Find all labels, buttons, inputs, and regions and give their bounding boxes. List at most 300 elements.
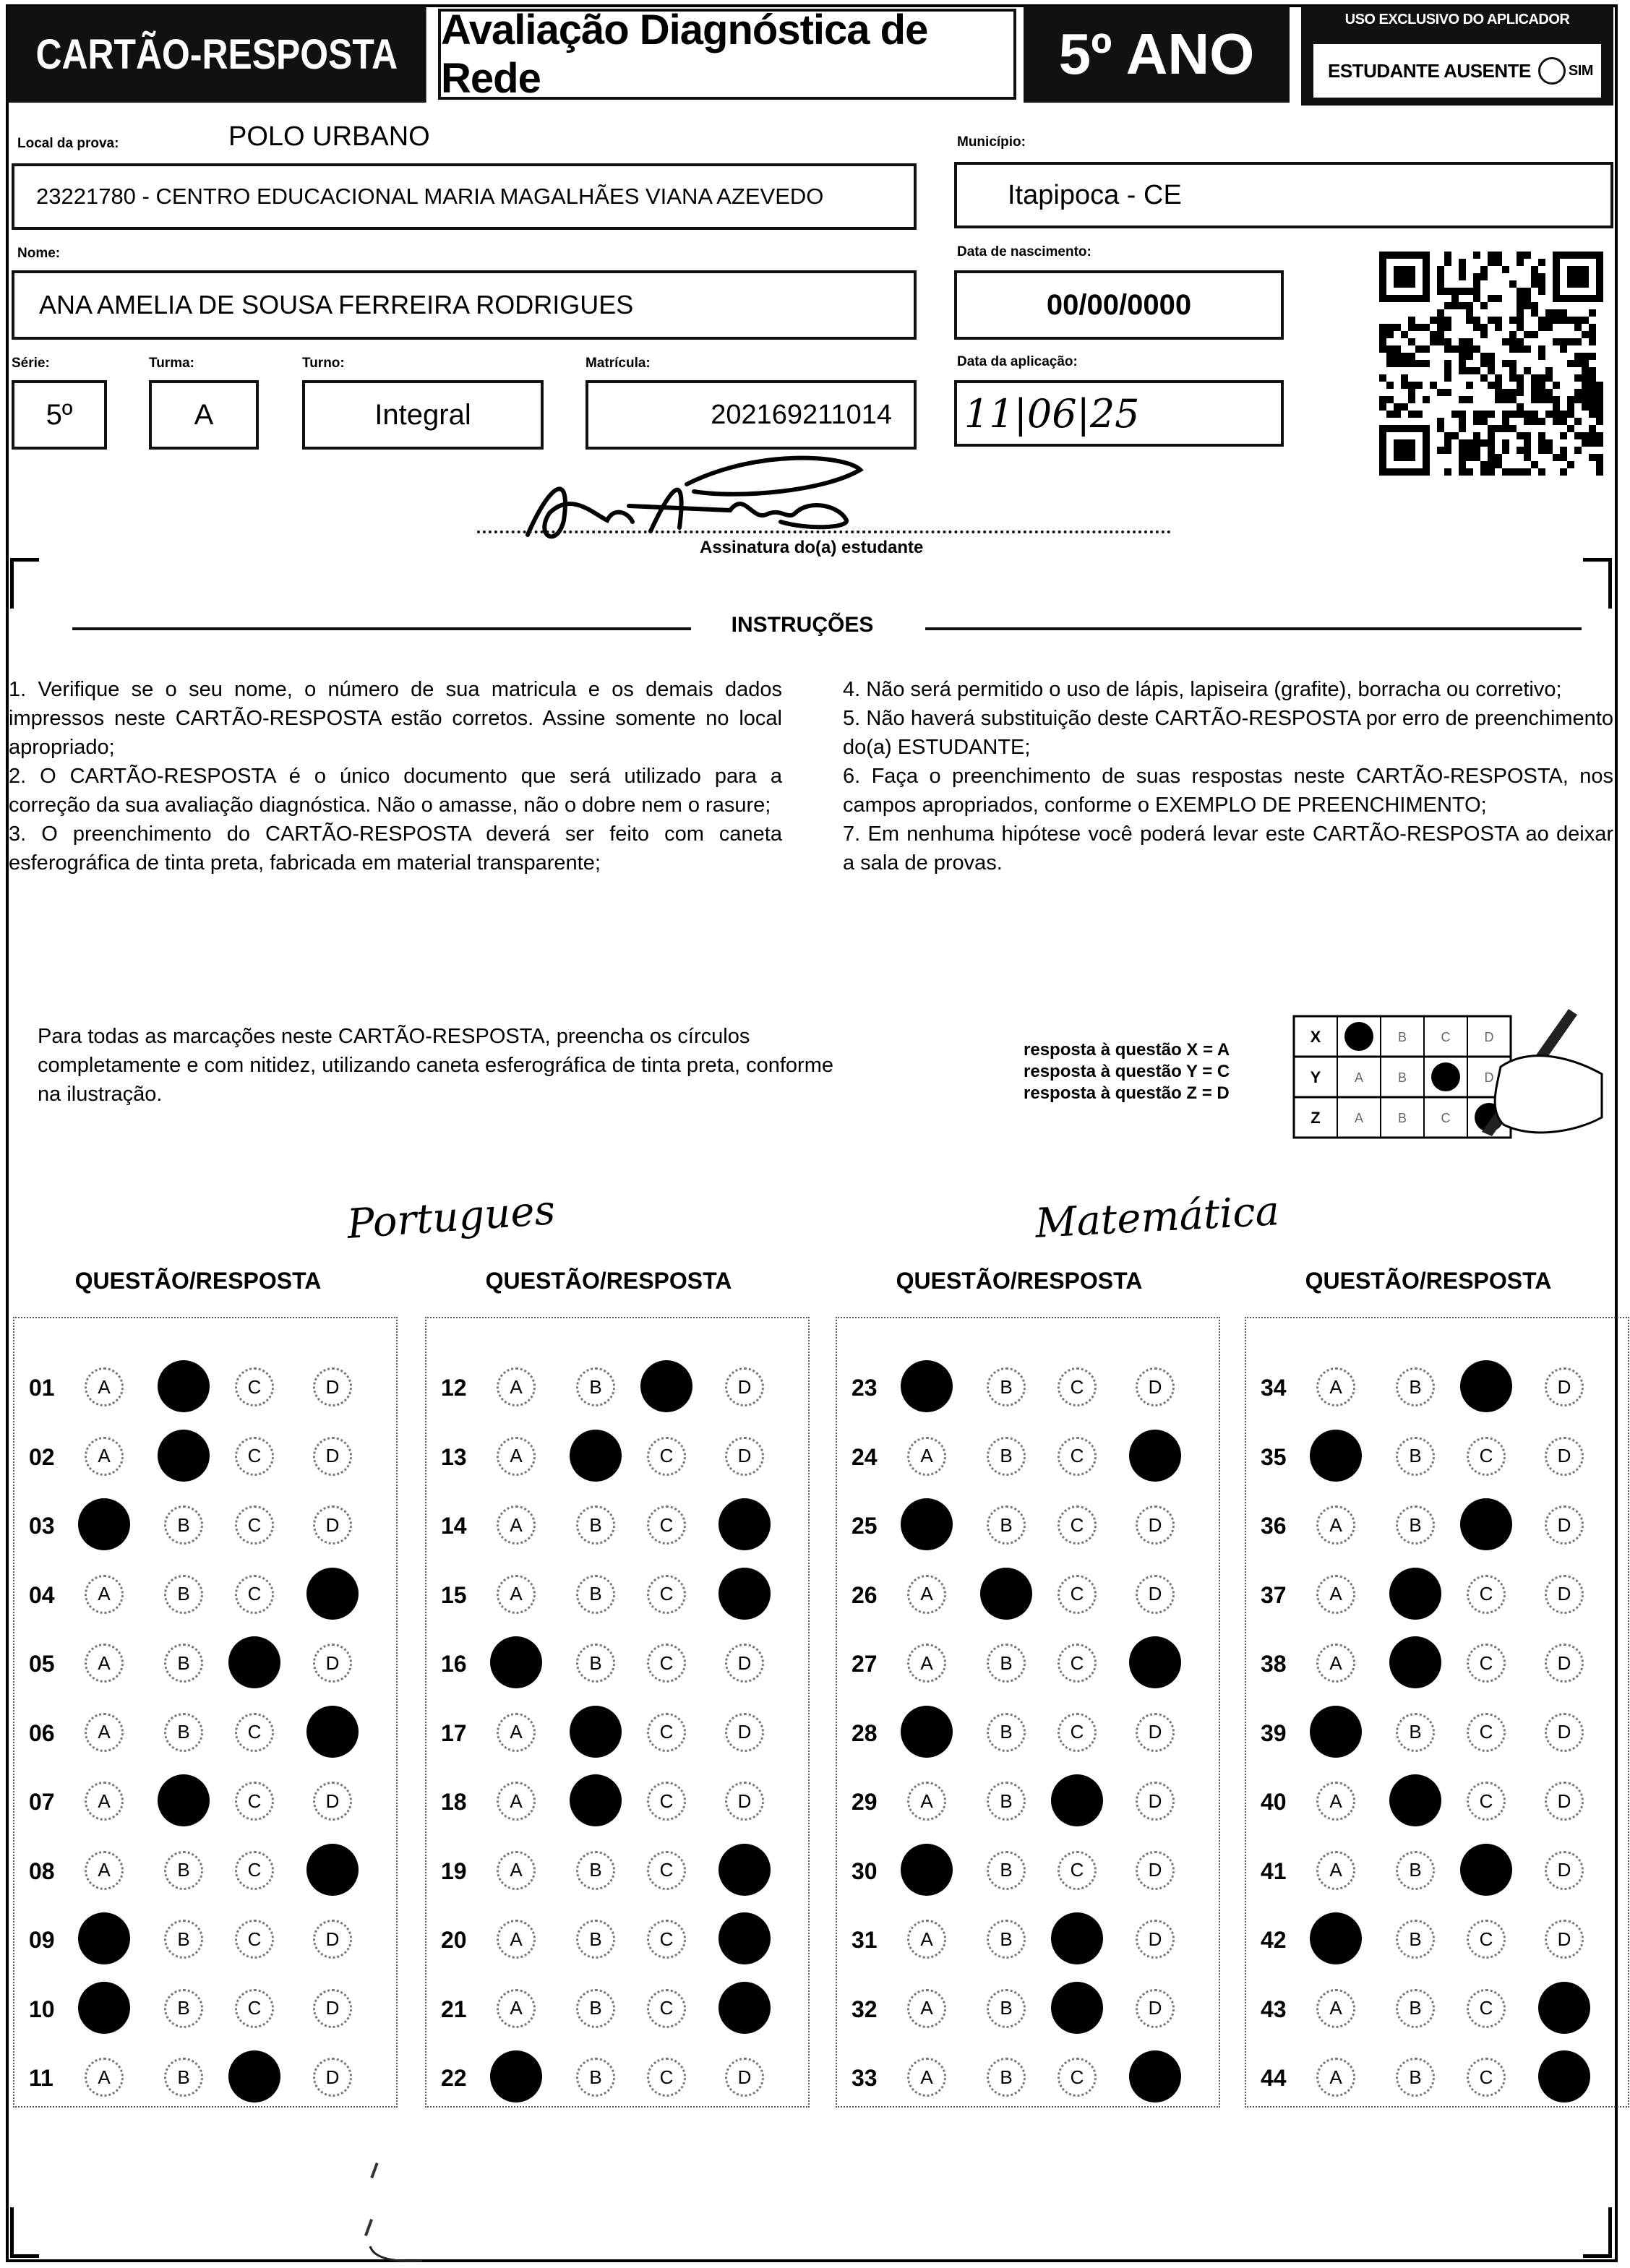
answer-bubble[interactable]: B: [987, 1505, 1026, 1545]
signature-line: [477, 531, 1171, 533]
question-number: 21: [441, 1996, 467, 2022]
answer-bubble[interactable]: B: [1396, 1989, 1435, 2028]
question-row: [1246, 1976, 1630, 2044]
answer-bubble[interactable]: A: [907, 1920, 946, 1959]
answer-bubble[interactable]: C: [1058, 1713, 1097, 1752]
answer-bubble-filled[interactable]: [158, 1774, 210, 1826]
answer-bubble[interactable]: A: [497, 1575, 536, 1614]
answer-bubble[interactable]: B: [164, 1505, 203, 1545]
answer-bubble[interactable]: C: [235, 1505, 274, 1545]
answer-bubble-filled[interactable]: [719, 1844, 771, 1896]
turma-label: Turma:: [149, 356, 194, 371]
question-number: 32: [852, 1996, 878, 2022]
answer-bubble[interactable]: D: [313, 1367, 352, 1406]
answer-bubble[interactable]: B: [1396, 1437, 1435, 1476]
answer-bubble[interactable]: A: [497, 1505, 536, 1545]
answer-bubble-filled[interactable]: [570, 1774, 622, 1826]
answer-bubble[interactable]: A: [1316, 1782, 1355, 1821]
question-row: [426, 1976, 811, 2044]
section-title-2: QUESTÃO/RESPOSTA: [485, 1268, 732, 1294]
answer-bubble-filled[interactable]: [1310, 1430, 1362, 1482]
question-row: [426, 1838, 811, 1906]
answer-bubble[interactable]: A: [85, 1437, 124, 1476]
answer-bubble[interactable]: C: [647, 1505, 686, 1545]
answer-bubble[interactable]: C: [235, 1367, 274, 1406]
answer-bubble[interactable]: B: [1396, 1505, 1435, 1545]
nome-label: Nome:: [17, 246, 61, 261]
answer-bubble[interactable]: B: [987, 1851, 1026, 1890]
answer-bubble-filled[interactable]: [1051, 1774, 1103, 1826]
question-row: [837, 1907, 1222, 1975]
question-row: [1246, 1907, 1630, 1975]
answer-bubble[interactable]: C: [1058, 1367, 1097, 1406]
answer-bubble[interactable]: C: [235, 1782, 274, 1821]
answer-bubble[interactable]: A: [85, 1367, 124, 1406]
answer-bubble[interactable]: C: [1058, 1437, 1097, 1476]
serie-field: [12, 380, 107, 450]
question-number: 18: [441, 1789, 467, 1815]
answer-column: [425, 1317, 810, 2108]
question-number: 37: [1261, 1581, 1287, 1608]
answer-bubble-filled[interactable]: [306, 1568, 359, 1620]
corner-bracket-top-right: [1583, 558, 1612, 609]
fill-example: [1287, 995, 1605, 1154]
question-number: 27: [852, 1651, 878, 1677]
answer-bubble-filled[interactable]: [158, 1360, 210, 1412]
answer-bubble[interactable]: D: [725, 1713, 764, 1752]
answer-bubble[interactable]: C: [1467, 1782, 1506, 1821]
local-value: POLO URBANO: [228, 121, 430, 152]
handwritten-portugues: Portugues: [346, 1187, 557, 1248]
answer-bubble-filled[interactable]: [228, 2050, 280, 2102]
answer-bubble[interactable]: A: [907, 1575, 946, 1614]
school-field: [12, 163, 917, 230]
question-number: 23: [852, 1375, 878, 1401]
answer-bubble-filled[interactable]: [901, 1360, 953, 1412]
question-number: 11: [29, 2065, 53, 2091]
corner-bracket-bottom-left: [10, 2207, 39, 2258]
signature-label: Assinatura do(a) estudante: [700, 538, 924, 557]
answer-bubble[interactable]: A: [497, 1713, 536, 1752]
answer-bubble[interactable]: D: [725, 1782, 764, 1821]
answer-bubble[interactable]: C: [1058, 1644, 1097, 1683]
instruction-7: 7. Em nenhuma hipótese você poderá levar este CARTÃO-RESPOSTA ao deixar a sala de provas.: [843, 822, 1613, 875]
answer-bubble[interactable]: A: [907, 1644, 946, 1683]
answer-bubble[interactable]: D: [313, 2058, 352, 2097]
answer-bubble[interactable]: D: [1136, 1505, 1175, 1545]
answer-bubble[interactable]: A: [497, 1920, 536, 1959]
answer-bubble-filled[interactable]: [1389, 1568, 1441, 1620]
question-number: 38: [1261, 1651, 1287, 1677]
answer-bubble[interactable]: B: [576, 1920, 615, 1959]
answer-bubble[interactable]: C: [235, 1920, 274, 1959]
answer-bubble[interactable]: B: [987, 1782, 1026, 1821]
answer-bubble[interactable]: B: [1396, 1367, 1435, 1406]
answer-bubble[interactable]: C: [1467, 1713, 1506, 1752]
answer-bubble[interactable]: A: [85, 1782, 124, 1821]
answer-bubble-filled[interactable]: [490, 2050, 542, 2102]
answer-bubble-filled[interactable]: [1051, 1912, 1103, 1964]
answer-bubble[interactable]: B: [164, 1989, 203, 2028]
answer-bubble-filled[interactable]: [719, 1982, 771, 2034]
question-number: 39: [1261, 1719, 1287, 1746]
answer-bubble[interactable]: C: [647, 1851, 686, 1890]
answer-bubble-filled[interactable]: [980, 1568, 1032, 1620]
answer-bubble[interactable]: B: [987, 2058, 1026, 2097]
example-option-label: B: [1397, 1070, 1407, 1085]
answer-bubble[interactable]: C: [647, 1782, 686, 1821]
answer-bubble-filled[interactable]: [1051, 1982, 1103, 2034]
question-row: [1246, 1631, 1630, 1698]
answer-bubble[interactable]: B: [1396, 2058, 1435, 2097]
question-row: [1246, 1354, 1630, 1422]
answer-bubble[interactable]: D: [1136, 1575, 1175, 1614]
answer-bubble[interactable]: D: [725, 2058, 764, 2097]
answer-bubble[interactable]: A: [85, 2058, 124, 2097]
turma-field: [149, 380, 259, 450]
answer-bubble-filled[interactable]: [306, 1706, 359, 1758]
question-row: [837, 1769, 1222, 1837]
answer-bubble[interactable]: B: [164, 1920, 203, 1959]
matricula-field: [585, 380, 917, 450]
answer-bubble[interactable]: D: [313, 1505, 352, 1545]
answer-bubble[interactable]: C: [235, 1575, 274, 1614]
answer-bubble[interactable]: D: [1545, 1367, 1584, 1406]
example-row-label: X: [1310, 1028, 1321, 1046]
nascimento-field: [954, 270, 1284, 340]
answer-bubble[interactable]: C: [647, 1575, 686, 1614]
answer-bubble-filled[interactable]: [901, 1498, 953, 1550]
answer-bubble-filled[interactable]: [1389, 1636, 1441, 1688]
nascimento-label: Data de nascimento:: [957, 244, 1091, 259]
answer-bubble[interactable]: B: [987, 1989, 1026, 2028]
answer-bubble-filled[interactable]: [306, 1844, 359, 1896]
answer-bubble[interactable]: A: [85, 1644, 124, 1683]
answer-bubble[interactable]: B: [576, 1851, 615, 1890]
question-number: 36: [1261, 1513, 1287, 1539]
answer-bubble-filled[interactable]: [1129, 2050, 1181, 2102]
answer-bubble[interactable]: C: [647, 2058, 686, 2097]
question-number: 14: [441, 1513, 467, 1539]
answer-bubble[interactable]: B: [576, 1575, 615, 1614]
question-number: 13: [441, 1443, 467, 1470]
instructions-rule-right: [925, 627, 1582, 630]
question-row: [837, 1976, 1222, 2044]
question-number: 20: [441, 1927, 467, 1953]
question-number: 10: [29, 1996, 55, 2022]
answer-bubble[interactable]: B: [576, 2058, 615, 2097]
answer-bubble[interactable]: D: [1136, 1851, 1175, 1890]
answer-bubble[interactable]: C: [1467, 1437, 1506, 1476]
instructions-right: [843, 675, 1613, 877]
question-number: 09: [29, 1927, 55, 1953]
answer-bubble[interactable]: A: [1316, 1575, 1355, 1614]
example-filled-bubble: [1344, 1022, 1373, 1051]
answer-bubble-filled[interactable]: [570, 1706, 622, 1758]
corner-bracket-bottom-right: [1583, 2207, 1612, 2258]
answer-bubble-filled[interactable]: [1460, 1498, 1512, 1550]
question-number: 26: [852, 1581, 878, 1608]
answer-bubble-filled[interactable]: [1460, 1844, 1512, 1896]
answer-bubble[interactable]: D: [1136, 1782, 1175, 1821]
answer-bubble-filled[interactable]: [1460, 1360, 1512, 1412]
example-option-label: C: [1441, 1030, 1451, 1044]
example-option-label: A: [1354, 1070, 1364, 1085]
answer-bubble[interactable]: C: [235, 1437, 274, 1476]
answer-bubble[interactable]: A: [85, 1575, 124, 1614]
question-number: 30: [852, 1857, 878, 1884]
answer-bubble[interactable]: A: [1316, 1505, 1355, 1545]
example-option-label: D: [1484, 1030, 1494, 1044]
answer-bubble[interactable]: A: [1316, 1367, 1355, 1406]
municipio-field: [954, 162, 1613, 228]
answer-bubble[interactable]: B: [1396, 1851, 1435, 1890]
answer-bubble[interactable]: D: [1545, 1782, 1584, 1821]
nascimento-value: 00/00/0000: [1046, 288, 1192, 321]
example-row-label: Y: [1310, 1068, 1321, 1086]
answer-bubble-filled[interactable]: [78, 1912, 130, 1964]
answer-bubble-filled[interactable]: [1538, 1982, 1590, 2034]
section-title-1: QUESTÃO/RESPOSTA: [74, 1268, 322, 1294]
answer-bubble[interactable]: A: [1316, 2058, 1355, 2097]
answer-bubble[interactable]: D: [1136, 1920, 1175, 1959]
answer-bubble[interactable]: C: [647, 1644, 686, 1683]
aplicacao-field[interactable]: [954, 380, 1284, 447]
answer-bubble[interactable]: A: [907, 1782, 946, 1821]
example-line-z: resposta à questão Z = D: [1024, 1083, 1230, 1103]
section-title-4: QUESTÃO/RESPOSTA: [1305, 1268, 1552, 1294]
answer-bubble[interactable]: B: [164, 1644, 203, 1683]
answer-bubble-filled[interactable]: [1129, 1430, 1181, 1482]
question-row: [14, 2045, 399, 2113]
answer-bubble[interactable]: D: [725, 1644, 764, 1683]
question-number: 05: [29, 1651, 55, 1677]
question-row: [426, 1631, 811, 1698]
instruction-6: 6. Faça o preenchimento de suas respostas neste CARTÃO-RESPOSTA, nos campos apropriados, conforme o EXEMPLO DE PREENCHIMENTO;: [843, 765, 1613, 817]
answer-bubble[interactable]: D: [1545, 1851, 1584, 1890]
answer-bubble[interactable]: A: [1316, 1989, 1355, 2028]
serie-value: 5º: [46, 398, 73, 431]
absent-option: SIM: [1568, 62, 1593, 79]
answer-bubble[interactable]: C: [1467, 1575, 1506, 1614]
example-legend: [1024, 1039, 1230, 1104]
answer-bubble[interactable]: D: [1545, 1505, 1584, 1545]
answer-bubble[interactable]: D: [1136, 1713, 1175, 1752]
answer-bubble[interactable]: C: [647, 1989, 686, 2028]
question-number: 29: [852, 1789, 878, 1815]
answer-bubble-filled[interactable]: [719, 1498, 771, 1550]
question-row: [14, 1562, 399, 1630]
question-number: 40: [1261, 1789, 1287, 1815]
answer-bubble[interactable]: A: [1316, 1851, 1355, 1890]
question-row: [837, 1424, 1222, 1492]
turma-value: A: [194, 398, 214, 431]
answer-bubble-filled[interactable]: [158, 1430, 210, 1482]
answer-bubble[interactable]: A: [85, 1851, 124, 1890]
question-number: 03: [29, 1513, 55, 1539]
answer-bubble[interactable]: C: [1467, 1920, 1506, 1959]
answer-bubble-filled[interactable]: [901, 1706, 953, 1758]
absent-bubble[interactable]: [1538, 57, 1566, 85]
answer-bubble[interactable]: D: [313, 1782, 352, 1821]
example-line-y: resposta à questão Y = C: [1024, 1062, 1230, 1081]
question-number: 22: [441, 2065, 467, 2091]
answer-bubble[interactable]: A: [907, 1989, 946, 2028]
answer-bubble[interactable]: D: [313, 1989, 352, 2028]
nome-field: [12, 270, 917, 340]
instruction-4: 4. Não será permitido o uso de lápis, lapiseira (grafite), borracha ou corretivo;: [843, 678, 1562, 701]
answer-bubble[interactable]: A: [85, 1713, 124, 1752]
question-number: 25: [852, 1513, 878, 1539]
corner-bracket-top-left: [10, 558, 39, 609]
answer-bubble[interactable]: B: [576, 1989, 615, 2028]
example-option-label: B: [1397, 1030, 1407, 1044]
answer-bubble[interactable]: B: [987, 1644, 1026, 1683]
question-row: [426, 2045, 811, 2113]
question-row: [14, 1838, 399, 1906]
question-row: [14, 1354, 399, 1422]
answer-bubble[interactable]: A: [497, 1437, 536, 1476]
answer-bubble[interactable]: C: [647, 1437, 686, 1476]
answer-bubble[interactable]: D: [313, 1437, 352, 1476]
question-row: [426, 1907, 811, 1975]
nome-value: ANA AMELIA DE SOUSA FERREIRA RODRIGUES: [39, 290, 634, 319]
answer-bubble[interactable]: B: [1396, 1920, 1435, 1959]
sheet-title: CARTÃO-RESPOSTA: [7, 6, 426, 103]
question-row: [426, 1700, 811, 1768]
question-row: [837, 1700, 1222, 1768]
question-row: [14, 1907, 399, 1975]
question-number: 17: [441, 1719, 467, 1746]
instructions-rule-left: [72, 627, 691, 630]
answer-bubble-filled[interactable]: [1129, 1636, 1181, 1688]
answer-bubble[interactable]: C: [1467, 1644, 1506, 1683]
question-row: [837, 1354, 1222, 1422]
answer-bubble[interactable]: C: [1058, 1575, 1097, 1614]
answer-bubble[interactable]: B: [164, 2058, 203, 2097]
example-option-label: B: [1397, 1111, 1407, 1125]
answer-bubble[interactable]: D: [725, 1367, 764, 1406]
answer-bubble[interactable]: D: [313, 1920, 352, 1959]
answer-bubble[interactable]: D: [1545, 1920, 1584, 1959]
answer-bubble[interactable]: D: [1545, 1575, 1584, 1614]
answer-bubble[interactable]: C: [1467, 2058, 1506, 2097]
answer-bubble[interactable]: B: [164, 1851, 203, 1890]
question-number: 01: [29, 1375, 55, 1401]
answer-bubble[interactable]: D: [1545, 1713, 1584, 1752]
answer-bubble-filled[interactable]: [78, 1498, 130, 1550]
question-number: 28: [852, 1719, 878, 1746]
matricula-value: 202169211014: [711, 399, 892, 430]
answer-bubble-filled[interactable]: [1310, 1706, 1362, 1758]
turno-value: Integral: [374, 398, 471, 431]
answer-bubble-filled[interactable]: [719, 1568, 771, 1620]
answer-bubble[interactable]: B: [987, 1367, 1026, 1406]
example-filled-bubble: [1431, 1062, 1460, 1091]
question-row: [426, 1354, 811, 1422]
answer-bubble[interactable]: B: [164, 1575, 203, 1614]
question-row: [1246, 2045, 1630, 2113]
answer-bubble[interactable]: D: [1136, 1989, 1175, 2028]
question-row: [14, 1631, 399, 1698]
answer-bubble[interactable]: B: [576, 1505, 615, 1545]
answer-bubble[interactable]: C: [647, 1713, 686, 1752]
instruction-2: 2. O CARTÃO-RESPOSTA é o único documento que será utilizado para a correção da sua avaliação diagnóstica. Não o amasse, não o dobre nem o rasure;: [9, 765, 782, 817]
answer-bubble[interactable]: A: [1316, 1644, 1355, 1683]
answer-bubble[interactable]: A: [497, 1989, 536, 2028]
answer-bubble[interactable]: C: [1058, 1851, 1097, 1890]
answer-bubble[interactable]: D: [1545, 1437, 1584, 1476]
answer-bubble-filled[interactable]: [1538, 2050, 1590, 2102]
answer-column: [836, 1317, 1220, 2108]
municipio-value: Itapipoca - CE: [1008, 179, 1182, 210]
answer-bubble[interactable]: D: [1545, 1644, 1584, 1683]
answer-bubble-filled[interactable]: [490, 1636, 542, 1688]
question-number: 16: [441, 1651, 467, 1677]
answer-bubble[interactable]: A: [907, 2058, 946, 2097]
matricula-label: Matrícula:: [585, 356, 651, 371]
question-number: 08: [29, 1857, 55, 1884]
answer-bubble[interactable]: B: [164, 1713, 203, 1752]
answer-bubble[interactable]: D: [313, 1644, 352, 1683]
question-row: [837, 1492, 1222, 1560]
answer-bubble[interactable]: C: [235, 1713, 274, 1752]
question-row: [1246, 1838, 1630, 1906]
answer-bubble-filled[interactable]: [570, 1430, 622, 1482]
answer-bubble-filled[interactable]: [1310, 1912, 1362, 1964]
aplicacao-label: Data da aplicação:: [957, 354, 1078, 369]
question-row: [14, 1700, 399, 1768]
answer-bubble[interactable]: A: [497, 1851, 536, 1890]
answer-bubble[interactable]: D: [1136, 1367, 1175, 1406]
answer-bubble-filled[interactable]: [640, 1360, 692, 1412]
section-title-3: QUESTÃO/RESPOSTA: [896, 1268, 1143, 1294]
question-row: [1246, 1492, 1630, 1560]
turno-field: [302, 380, 544, 450]
answer-bubble[interactable]: B: [576, 1367, 615, 1406]
answer-bubble[interactable]: A: [497, 1782, 536, 1821]
answer-bubble[interactable]: D: [725, 1437, 764, 1476]
question-number: 06: [29, 1719, 55, 1746]
answer-bubble[interactable]: A: [497, 1367, 536, 1406]
answer-bubble[interactable]: B: [987, 1713, 1026, 1752]
question-number: 04: [29, 1581, 55, 1608]
answer-bubble[interactable]: B: [987, 1437, 1026, 1476]
answer-bubble[interactable]: B: [1396, 1713, 1435, 1752]
instruction-3: 3. O preenchimento do CARTÃO-RESPOSTA deverá ser feito com caneta esferográfica de tinta preta, fabricada em material transparente;: [9, 822, 782, 875]
question-row: [837, 2045, 1222, 2113]
instructions-left: [9, 675, 782, 877]
answer-bubble-filled[interactable]: [78, 1982, 130, 2034]
answer-bubble-filled[interactable]: [901, 1844, 953, 1896]
answer-bubble[interactable]: C: [647, 1920, 686, 1959]
answer-bubble-filled[interactable]: [1389, 1774, 1441, 1826]
answer-bubble[interactable]: B: [576, 1644, 615, 1683]
question-number: 15: [441, 1581, 467, 1608]
question-number: 35: [1261, 1443, 1287, 1470]
answer-bubble[interactable]: C: [235, 1989, 274, 2028]
answer-bubble[interactable]: C: [1058, 1505, 1097, 1545]
answer-bubble-filled[interactable]: [719, 1912, 771, 1964]
answer-bubble-filled[interactable]: [228, 1636, 280, 1688]
answer-bubble[interactable]: C: [1467, 1989, 1506, 2028]
answer-bubble[interactable]: A: [907, 1437, 946, 1476]
question-row: [426, 1562, 811, 1630]
answer-bubble[interactable]: C: [235, 1851, 274, 1890]
local-label: Local da prova:: [17, 136, 119, 151]
answer-bubble[interactable]: C: [1058, 2058, 1097, 2097]
answer-bubble[interactable]: B: [987, 1920, 1026, 1959]
